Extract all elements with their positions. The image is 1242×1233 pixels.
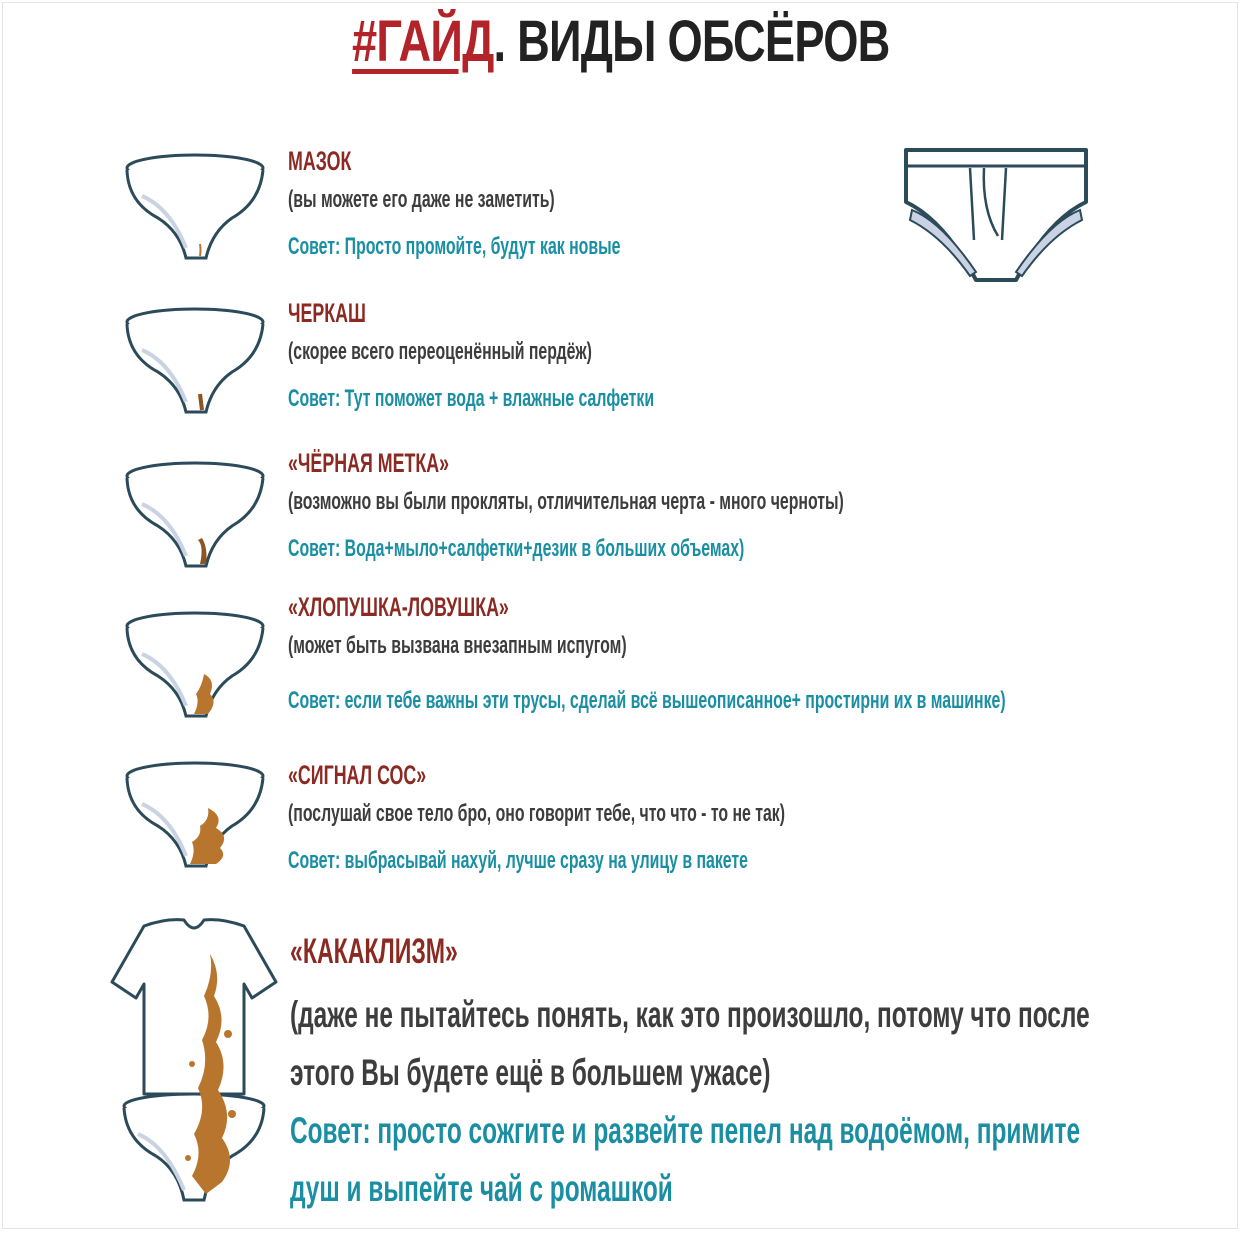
underwear-splash-icon <box>120 606 270 722</box>
entry-advice: Совет: выбрасывай нахуй, лучше сразу на улицу в пакете <box>288 847 748 874</box>
entry-splash-trap <box>288 592 1242 726</box>
entry-title: «ХЛОПУШКА-ЛОВУШКА» <box>288 592 509 622</box>
entry-advice: Совет: Вода+мыло+салфетки+дезик в больших объемах) <box>288 535 745 562</box>
entry-sos-signal <box>288 760 1041 894</box>
underwear-smear-icon <box>120 148 270 264</box>
entry-smear <box>288 146 792 280</box>
entry-description: (послушай свое тело бро, оно говорит тебе, что что - то не так) <box>288 800 786 827</box>
entry-catastrophe <box>290 932 1242 1218</box>
page-title <box>136 8 1105 75</box>
entry-title: МАЗОК <box>288 146 352 176</box>
title-text: . ВИДЫ ОБСЁРОВ <box>493 9 890 74</box>
entry-description: (вы можете его даже не заметить) <box>288 186 555 213</box>
entry-description: (даже не пытайтесь понять, как это произошло, потому что после этого Вы будете ещё в большем ужасе) <box>290 994 1090 1093</box>
shirt-and-underwear-catastrophe-icon <box>104 914 284 1210</box>
entry-description: (возможно вы были прокляты, отличительная черта - много черноты) <box>288 488 844 515</box>
entry-title: «ЧЁРНАЯ МЕТКА» <box>288 448 450 478</box>
underwear-streak-icon <box>120 302 270 418</box>
underwear-mark-icon <box>120 456 270 572</box>
entry-advice: Совет: Тут поможет вода + влажные салфетки <box>288 385 655 412</box>
title-hashtag: #ГАЙД <box>352 9 494 74</box>
entry-advice: Совет: если тебе важны эти трусы, сделай всё вышеописанное+ простирни их в машинке) <box>288 687 1006 714</box>
entry-title: «КАКАКЛИЗМ» <box>290 932 458 971</box>
entry-title: ЧЕРКАШ <box>288 298 366 328</box>
entry-streak <box>288 298 843 432</box>
entry-advice: Совет: просто сожгите и развейте пепел над водоёмом, примите душ и выпейте чай с ромашкой <box>290 1110 1081 1209</box>
underwear-clean-icon <box>898 140 1094 290</box>
entry-description: (скорее всего переоценённый пердёж) <box>288 338 592 365</box>
underwear-sos-icon <box>120 756 270 872</box>
entry-description: (может быть вызвана внезапным испугом) <box>288 632 627 659</box>
entry-title: «СИГНАЛ СОС» <box>288 760 427 790</box>
entry-black-mark <box>288 448 1130 582</box>
entry-advice: Совет: Просто промойте, будут как новые <box>288 233 621 260</box>
